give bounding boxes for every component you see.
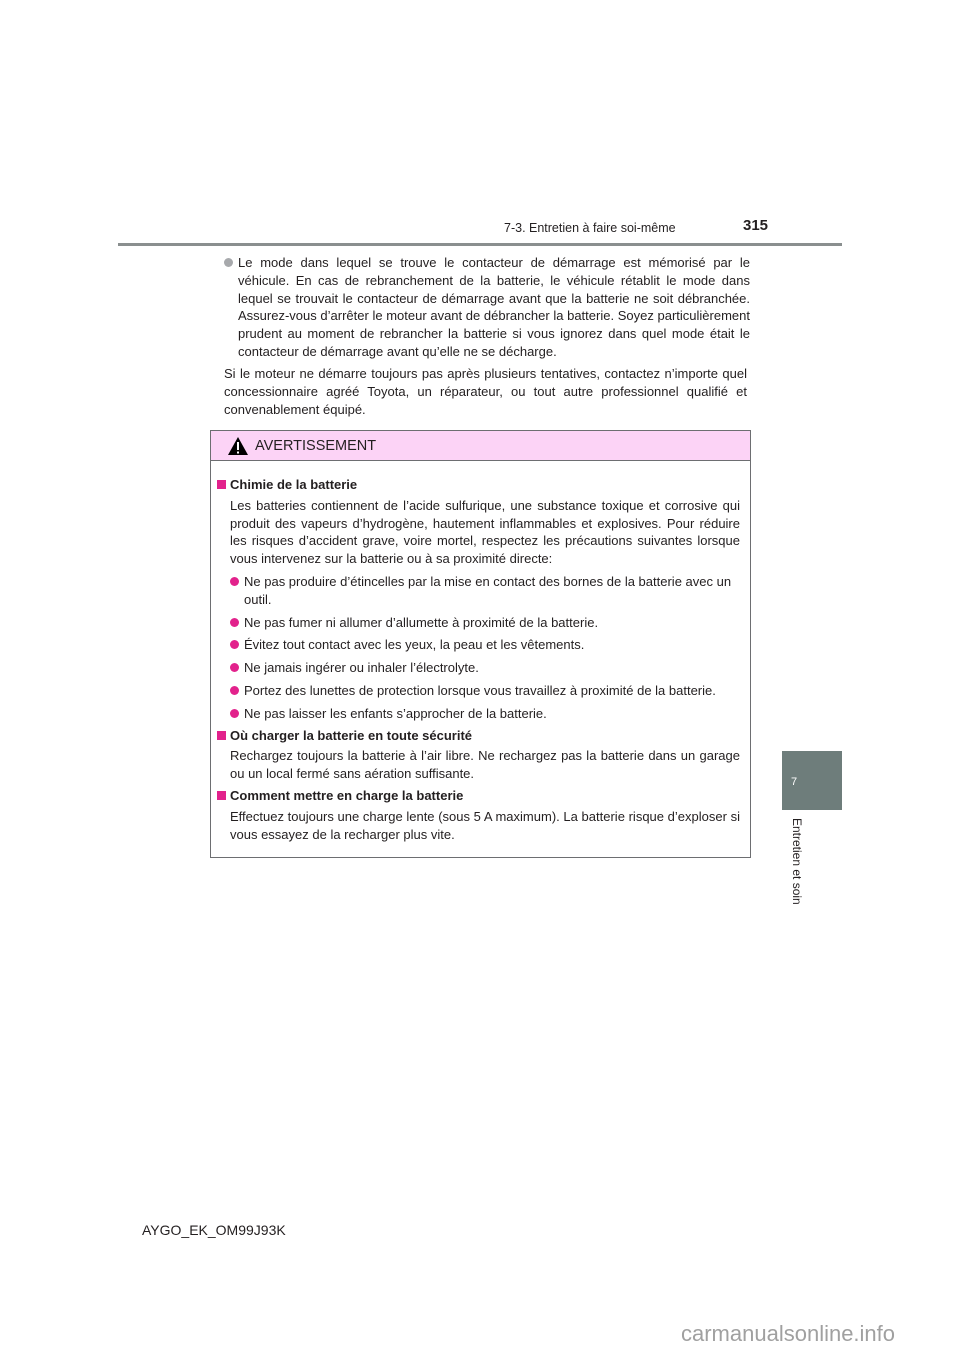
warning-box xyxy=(210,430,751,858)
list-item: Ne jamais ingérer ou inhaler l’électrolyte. xyxy=(217,659,740,677)
section-heading: Comment mettre en charge la batterie xyxy=(217,787,740,805)
bullet-icon xyxy=(230,577,239,586)
section-heading: Chimie de la batterie xyxy=(217,476,740,494)
bullet-icon xyxy=(230,709,239,718)
warning-triangle-icon xyxy=(227,436,249,456)
section-text: Effectuez toujours une charge lente (sous 5 A maximum). La batterie risque d’exploser si vous essayez de la recharger plus vite. xyxy=(230,808,740,842)
intro-bullet: Le mode dans lequel se trouve le contacteur de démarrage est mémorisé par le véhicule. En cas de rebranchement de la batterie, le véhicule rétablit le mode dans lequel se trouvait le contacteur de démarrage avant que la batterie ne soit débranchée. Assurez-vous d’arrêter le moteur avant de débrancher la batterie. Soyez particulièrement prudent au moment de rebrancher la batterie si vous ignorez dans quel mode était le contacteur de démarrage avant qu’elle ne se décharge. xyxy=(224,254,750,361)
header-divider xyxy=(118,243,842,246)
document-code: AYGO_EK_OM99J93K xyxy=(142,1222,286,1238)
chapter-tab: 7 xyxy=(782,751,842,810)
list-item: Ne pas laisser les enfants s’approcher de la batterie. xyxy=(217,705,740,723)
page-number: 315 xyxy=(743,217,769,234)
square-bullet-icon xyxy=(217,480,226,489)
bullet-icon xyxy=(230,618,239,627)
list-item: Ne pas produire d’étincelles par la mise en contact des bornes de la batterie avec un outil. xyxy=(217,573,740,609)
section-title: 7-3. Entretien à faire soi-même xyxy=(504,221,676,235)
bullet-icon xyxy=(224,258,233,267)
square-bullet-icon xyxy=(217,731,226,740)
list-item: Ne pas fumer ni allumer d’allumette à proximité de la batterie. xyxy=(217,614,740,632)
chapter-label: Entretien et soin xyxy=(790,818,804,905)
bullet-icon xyxy=(230,686,239,695)
section-text: Rechargez toujours la batterie à l’air libre. Ne rechargez pas la batterie dans un garage ou un local fermé sans aération suffisante. xyxy=(230,748,740,782)
section-text: Les batteries contiennent de l’acide sulfurique, une substance toxique et corrosive qui produit des vapeurs d’hydrogène, hautement inflammables et explosives. Pour réduire les risques d’accident grave, voire mortel, respectez les précautions suivantes lorsque vous intervenez sur la batterie ou à sa proximité directe: xyxy=(230,497,740,567)
section-heading: Où charger la batterie en toute sécurité xyxy=(217,727,740,745)
square-bullet-icon xyxy=(217,791,226,800)
bullet-icon xyxy=(230,640,239,649)
warning-header xyxy=(211,431,750,461)
list-item: Évitez tout contact avec les yeux, la peau et les vêtements. xyxy=(217,636,740,654)
warning-title: AVERTISSEMENT xyxy=(255,437,377,454)
watermark: carmanualsonline.info xyxy=(681,1321,896,1346)
list-item: Portez des lunettes de protection lorsque vous travaillez à proximité de la batterie. xyxy=(217,682,740,700)
bullet-icon xyxy=(230,663,239,672)
intro-paragraph: Si le moteur ne démarre toujours pas après plusieurs tentatives, contactez n’importe quel concessionnaire agréé Toyota, un réparateur, ou tout autre professionnel qualifié et convenablement équipé. xyxy=(224,366,747,417)
